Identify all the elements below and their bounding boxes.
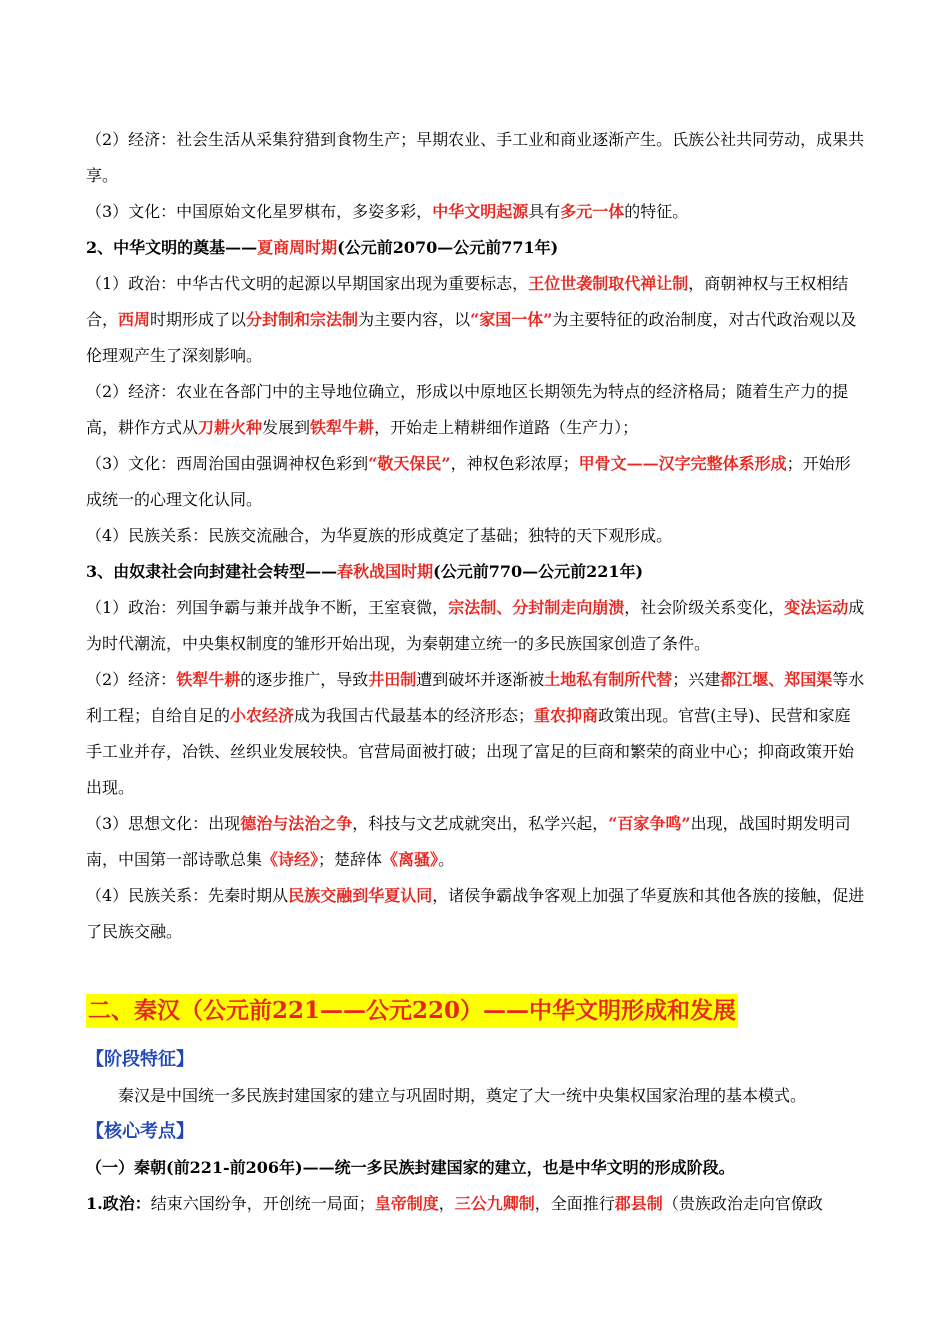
highlight-text: 分封制和宗法制	[246, 310, 359, 329]
paragraph-politics-spring-autumn	[86, 590, 866, 662]
text: ；楚辞体	[318, 850, 383, 869]
highlight-text: 井田制	[368, 670, 417, 689]
text: 为主要特征的政治制度，对古代政治观以及伦理观产生了深刻影响。	[86, 310, 857, 365]
highlight-text: 王位世袭制取代禅让制	[528, 274, 689, 293]
text: （2）经济：社会生活从采集狩猎到食物生产；早期农业、手工业和商业逐渐产生。氏族公社共同劳动，成果共享。	[86, 130, 865, 185]
highlight-text: 西周	[118, 310, 151, 329]
text: 时期形成了以	[150, 310, 247, 329]
highlight-text: 夏商周时期	[257, 238, 338, 257]
text: ；兴建	[672, 670, 721, 689]
highlight-text: “家国一体”	[470, 310, 553, 329]
text: （2）经济：	[86, 670, 177, 689]
text: 1.政治：	[86, 1194, 151, 1213]
highlight-text: 小农经济	[230, 706, 295, 725]
text: 政策出现。官营(主导)、民营和家庭手工业并存，冶铁、丝织业发展较快。官营局面被打破；出现了富足的巨商和繁荣的商业中心；抑商政策开始出现。	[86, 706, 855, 797]
text: （3）文化：西周治国由强调神权色彩到	[86, 454, 369, 473]
highlight-text: 《离骚》	[382, 850, 439, 869]
highlight-text: 土地私有制所代替	[544, 670, 673, 689]
highlight-text: 中华文明起源	[432, 202, 529, 221]
paragraph-culture-xszh	[86, 446, 866, 518]
paragraph-politics-xszh	[86, 266, 866, 374]
tag-stage-features: 【阶段特征】	[86, 1049, 194, 1070]
text: (公元前770—公元前221年)	[433, 562, 644, 581]
text: 具有	[528, 202, 561, 221]
text: ，商朝神权与王权相结合，	[86, 274, 849, 329]
highlight-text: 春秋战国时期	[337, 562, 434, 581]
highlight-text: 皇帝制度	[374, 1194, 439, 1213]
text: ，全面推行	[534, 1194, 615, 1213]
paragraph-ethnic-spring-autumn	[86, 878, 866, 950]
paragraph-culture-prehistoric	[86, 194, 866, 230]
heading-xia-shang-zhou	[86, 230, 866, 266]
text: 结束六国纷争，开创统一局面；	[150, 1194, 375, 1213]
highlight-text: 《诗经》	[262, 850, 319, 869]
highlight-text: “百家争鸣”	[608, 814, 691, 833]
text: （3）思想文化：出现	[86, 814, 241, 833]
text: ，诸侯争霸战争客观上加强了华夏族和其他各族的接触，促进了民族交融。	[86, 886, 865, 941]
highlight-text: 宗法制、分封制走向崩溃	[448, 598, 625, 617]
text: （1）政治：中华古代文明的起源以早期国家出现为重要标志，	[86, 274, 529, 293]
paragraph-economy-spring-autumn	[86, 662, 866, 806]
text: ，科技与文艺成就突出，私学兴起，	[352, 814, 609, 833]
heading-spring-autumn	[86, 554, 866, 590]
text: ；开始形成统一的心理文化认同。	[86, 454, 851, 509]
highlight-text: 刀耕火种	[198, 418, 263, 437]
text: 的特征。	[624, 202, 689, 221]
paragraph-economy-xszh	[86, 374, 866, 446]
text: 的逐步推广，导致	[240, 670, 369, 689]
text: ，	[438, 1194, 455, 1213]
text: (公元前2070—公元前771年)	[337, 238, 559, 257]
text: 遭到破坏并逐渐被	[416, 670, 545, 689]
text: （4）民族关系：民族交流融合，为华夏族的形成奠定了基础；独特的天下观形成。	[86, 526, 673, 545]
highlight-text: 铁犁牛耕	[310, 418, 375, 437]
paragraph-thought-spring-autumn	[86, 806, 866, 878]
text: （2）经济：农业在各部门中的主导地位确立，形成以中原地区长期领先为特点的经济格局；随着生产力的提高，耕作方式从	[86, 382, 849, 437]
paragraph-qin-politics	[86, 1186, 866, 1222]
highlight-text: 民族交融到华夏认同	[288, 886, 433, 905]
text: ，社会阶级关系变化，	[624, 598, 785, 617]
paragraph-economy-prehistoric	[86, 122, 866, 194]
text: 发展到	[262, 418, 311, 437]
highlight-text: 多元一体	[560, 202, 625, 221]
text: 2、中华文明的奠基——	[86, 238, 258, 257]
highlight-text: 郡县制	[614, 1194, 663, 1213]
text: ，神权色彩浓厚；	[450, 454, 579, 473]
highlight-text: 重农抑商	[534, 706, 599, 725]
text: ，开始走上精耕细作道路（生产力）；	[374, 418, 639, 437]
highlight-text: 铁犁牛耕	[176, 670, 241, 689]
highlight-text: 甲骨文——汉字完整体系形成	[578, 454, 787, 473]
text: 。	[438, 850, 455, 869]
text: 出现，战国时期发明司南，中国第一部诗歌总集	[86, 814, 851, 869]
highlight-text: 都江堰、郑国渠	[720, 670, 833, 689]
text: （3）文化：中国原始文化星罗棋布，多姿多彩，	[86, 202, 433, 221]
text: 等水利工程；自给自足的	[86, 670, 865, 725]
highlight-text: 变法运动	[784, 598, 849, 617]
tag-core-points: 【核心考点】	[86, 1121, 194, 1142]
text: 成为我国古代最基本的经济形态；	[294, 706, 535, 725]
text: 为主要内容，以	[358, 310, 471, 329]
paragraph-ethnic-xszh	[86, 518, 866, 554]
highlight-text: 三公九卿制	[454, 1194, 535, 1213]
text: 3、由奴隶社会向封建社会转型——	[86, 562, 338, 581]
highlight-text: “敬天保民”	[368, 454, 451, 473]
text: （1）政治：列国争霸与兼并战争不断，王室衰微，	[86, 598, 449, 617]
text: 成为时代潮流，中央集权制度的雏形开始出现，为秦朝建立统一的多民族国家创造了条件。	[86, 598, 865, 653]
heading-qin-dynasty: （一）秦朝(前221-前206年)——统一多民族封建国家的建立，也是中华文明的形成阶段。	[86, 1158, 735, 1177]
text: （4）民族关系：先秦时期从	[86, 886, 289, 905]
paragraph-stage-summary: 秦汉是中国统一多民族封建国家的建立与巩固时期，奠定了大一统中央集权国家治理的基本模式。	[118, 1086, 807, 1105]
highlight-text: 德治与法治之争	[240, 814, 353, 833]
text: （贵族政治走向官僚政	[662, 1194, 823, 1213]
section-banner-qin-han: 二、秦汉（公元前221——公元220）——中华文明形成和发展	[86, 994, 738, 1028]
